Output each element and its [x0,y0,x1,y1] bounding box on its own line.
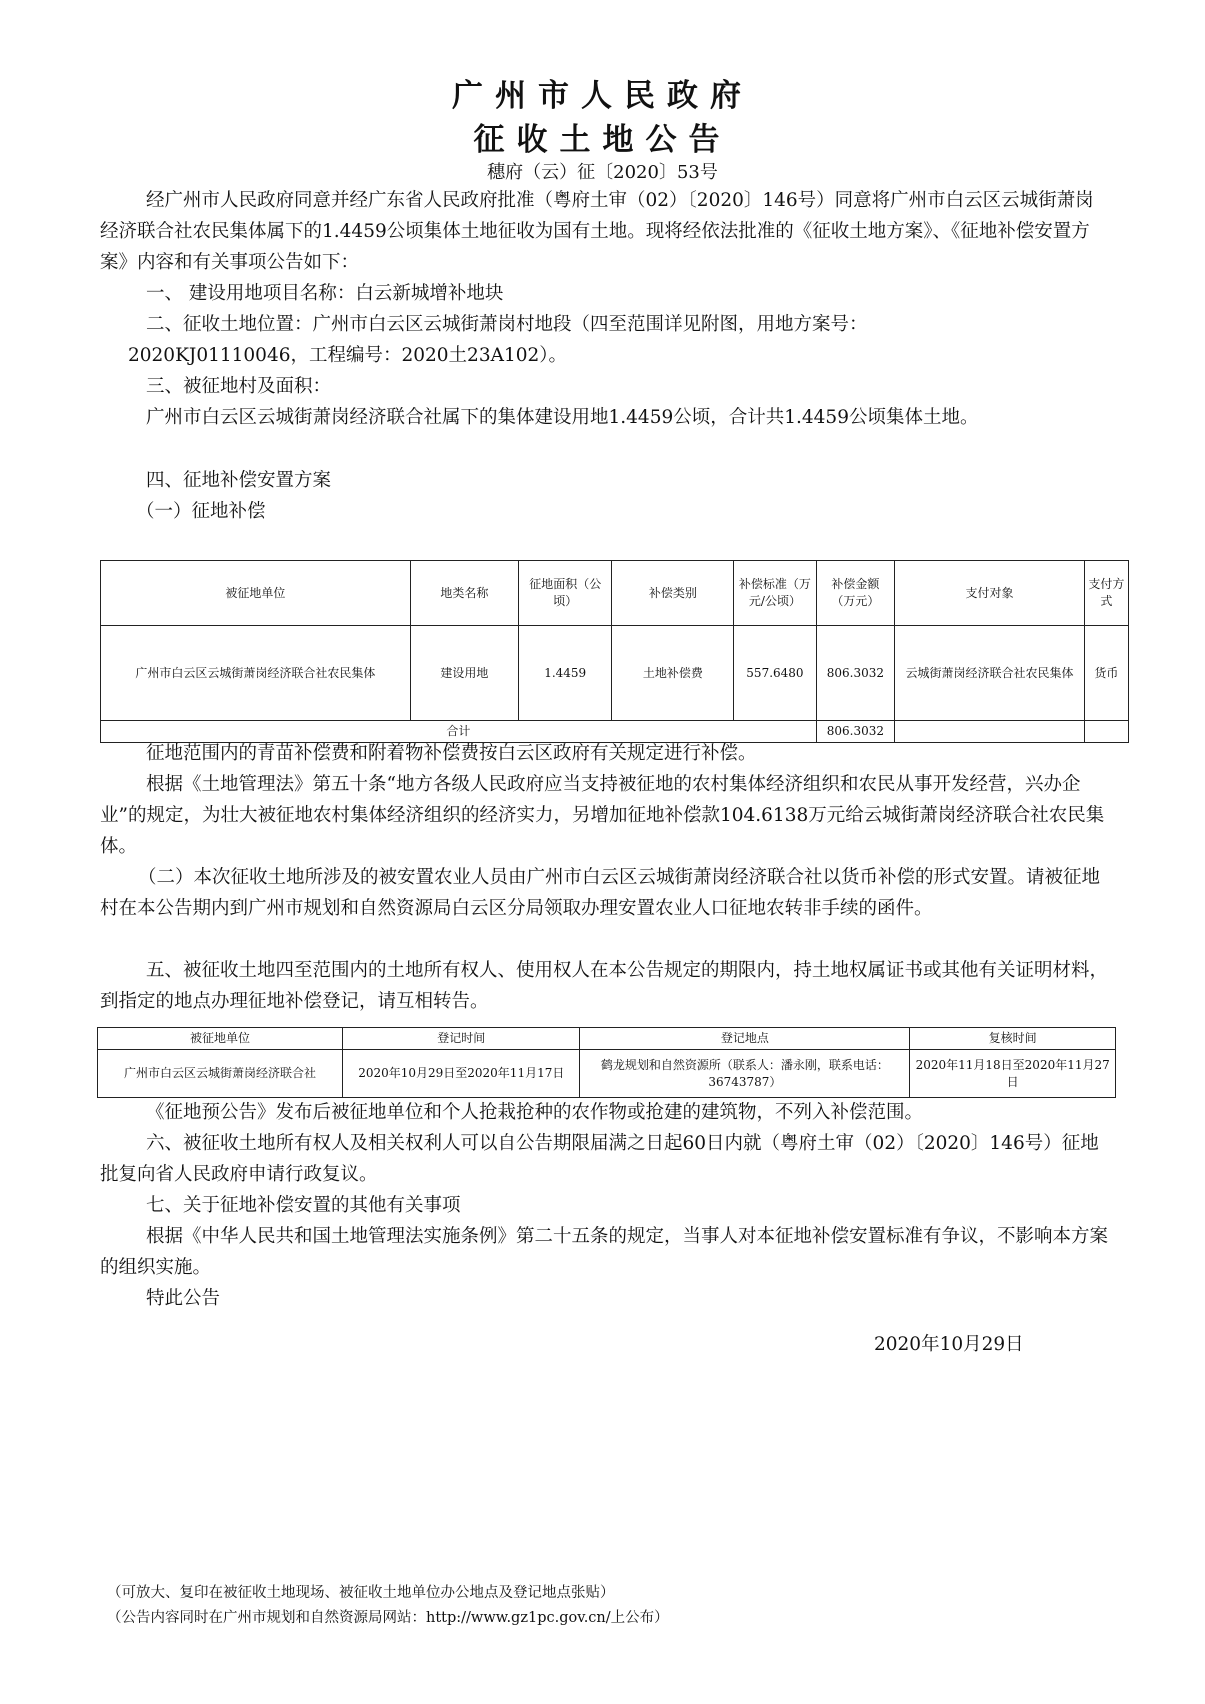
header-cell: 支付对象 [895,561,1085,626]
header-cell: 登记地点 [580,1028,910,1050]
total-label-cell: 合计 [101,721,817,743]
section-7-heading: 七、关于征地补偿安置的其他有关事项 [146,1195,461,1216]
section-1: 一、 建设用地项目名称：白云新城增补地块 [146,283,504,304]
document-number: 穗府（云）征〔2020〕53号 [487,162,718,183]
law-article-50-paragraph: 根据《土地管理法》第五十条“地方各级人民政府应当支持被征地的农村集体经济组织和农民从事开发经营，兴办企业”的规定，为壮大被征地农村集体经济组织的经济实力，另增加征地补偿款104.6138万元给云城街萧岗经济联合社农民集体。 [100,774,1105,857]
compensation-table [100,560,1129,743]
notice-title: 征收土地公告 [473,122,732,158]
closing-text: 特此公告 [146,1288,221,1309]
data-cell: 货币 [1084,626,1128,721]
data-cell: 557.6480 [734,626,816,721]
footer-note-posting: （可放大、复印在被征收土地现场、被征收土地单位办公地点及登记地点张贴） [107,1585,615,1601]
section-7-body: 根据《中华人民共和国土地管理法实施条例》第二十五条的规定，当事人对本征地补偿安置标准有争议，不影响本方案的组织实施。 [100,1226,1109,1278]
intro-paragraph: 经广州市人民政府同意并经广东省人民政府批准（粤府土审（02）〔2020〕146号）同意将广州市白云区云城街萧岗经济联合社农民集体属下的1.4459公顷集体土地征收为国有土地。现将经依法批准的《征收土地方案》、《征地补偿安置方案》内容和有关事项公告如下： [100,190,1094,273]
data-cell: 2020年11月18日至2020年11月27日 [910,1050,1116,1098]
section-2-line1: 二、征收土地位置：广州市白云区云城街萧岗村地段（四至范围详见附图，用地方案号： [146,314,868,335]
data-cell: 806.3032 [816,626,895,721]
header-cell: 登记时间 [343,1028,580,1050]
section-5-paragraph: 五、被征收土地四至范围内的土地所有权人、使用权人在本公告规定的期限内，持土地权属证书或其他有关证明材料，到指定的地点办理征地补偿登记，请互相转告。 [100,960,1109,1012]
header-cell: 被征地单位 [98,1028,343,1050]
section-4-2-paragraph: （二）本次征收土地所涉及的被安置农业人员由广州市白云区云城街萧岗经济联合社以货币补偿的形式安置。请被征地村在本公告期内到广州市规划和自然资源局白云区分局领取办理安置农业人口征地农转非手续的函件。 [100,867,1101,919]
header-cell: 地类名称 [410,561,518,626]
registration-table [97,1027,1116,1098]
data-cell: 广州市白云区云城街萧岗经济联合社 [98,1050,343,1098]
section-4-heading: 四、征地补偿安置方案 [146,470,332,491]
header-cell: 征地面积（公顷） [518,561,612,626]
data-cell: 1.4459 [518,626,612,721]
data-cell: 广州市白云区云城街萧岗经济联合社农民集体 [101,626,411,721]
header-cell: 被征地单位 [101,561,411,626]
data-cell: 建设用地 [410,626,518,721]
section-3-body: 广州市白云区云城街萧岗经济联合社属下的集体建设用地1.4459公顷，合计共1.4459公顷集体土地。 [146,407,979,428]
data-cell: 云城街萧岗经济联合社农民集体 [895,626,1085,721]
header-cell: 补偿标准（万元/公顷） [734,561,816,626]
data-cell: 鹤龙规划和自然资源所（联系人：潘永刚，联系电话：36743787） [580,1050,910,1098]
section-6-paragraph: 六、被征收土地所有权人及相关权利人可以自公告期限届满之日起60日内就（粤府土审（02）〔2020〕146号）征地批复向省人民政府申请行政复议。 [100,1133,1099,1185]
total-amount-cell: 806.3032 [816,721,895,743]
header-cell: 复核时间 [910,1028,1116,1050]
notice-date: 2020年10月29日 [874,1334,1024,1355]
table-row [101,626,1129,721]
section-2-line2: 2020KJ01110046，工程编号：2020土23A102）。 [128,345,568,366]
pre-notice-paragraph: 《征地预公告》发布后被征地单位和个人抢栽抢种的农作物或抢建的建筑物，不列入补偿范围。 [146,1102,924,1123]
crop-compensation-note: 征地范围内的青苗补偿费和附着物补偿费按白云区政府有关规定进行补偿。 [146,743,757,764]
data-cell: 2020年10月29日至2020年11月17日 [343,1050,580,1098]
issuer-title: 广州市人民政府 [452,78,753,114]
header-cell: 补偿金额（万元） [816,561,895,626]
footer-note-website: （公告内容同时在广州市规划和自然资源局网站：http://www.gz1pc.gov.cn/上公布） [107,1610,669,1626]
table-header-row [98,1028,1116,1050]
header-cell: 支付方式 [1084,561,1128,626]
table-row [98,1050,1116,1098]
section-4-1-heading: （一）征地补偿 [136,501,266,522]
section-3-heading: 三、被征地村及面积： [146,376,332,397]
table-header-row [101,561,1129,626]
data-cell: 土地补偿费 [612,626,734,721]
header-cell: 补偿类别 [612,561,734,626]
